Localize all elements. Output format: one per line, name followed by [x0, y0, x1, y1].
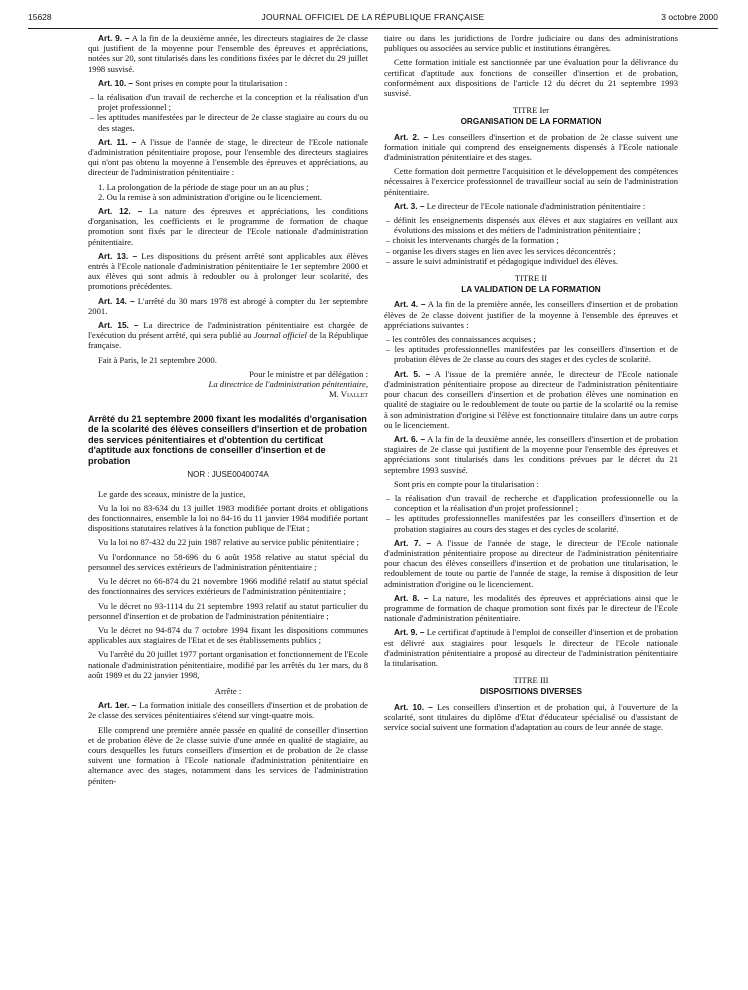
article: Art. 3. – Le directeur de l'Ecole nationale d'administration pénitentiaire : — [394, 200, 646, 211]
right-column — [384, 33, 678, 736]
page-header — [28, 10, 718, 29]
section-subheading: DISPOSITIONS DIVERSES — [480, 687, 582, 697]
paragraph: Sont pris en compte pour la titularisation : — [394, 478, 539, 489]
visa: Vu le décret no 93-1114 du 21 septembre 1993 relatif au statut particulier du personnel d'insertion et de probation de l'administration pénitentiaire ; — [88, 600, 368, 621]
list-item: – choisit les intervenants chargés de la formation ; — [384, 235, 678, 245]
list-item: – les aptitudes manifestées par le directeur de 2e classe stagiaire au cours du ou des stages. — [88, 112, 368, 132]
article: Art. 11. – A l'issue de l'année de stage, le directeur de l'Ecole nationale d'administration pénitentiaire propose, pour l'ensemble des directeurs stagiaires qui n'ont pas obtenu la moyenne à l'ensemble des épreuves et appréciations, au directeur de l'administration pénitentiaire : — [88, 136, 368, 178]
list-item: – organise les divers stages en lien avec les services déconcentrés ; — [384, 246, 678, 256]
visa: Vu l'ordonnance no 58-696 du 6 août 1958 relative au statut spécial du personnel des services extérieurs de l'administration pénitentiaire ; — [88, 551, 368, 572]
section-subheading: LA VALIDATION DE LA FORMATION — [461, 285, 601, 295]
article: Art. 10. – Les conseillers d'insertion et de probation qui, à l'ouverture de la scolarité, sont titulaires du diplôme d'Etat d'éducateur spécialisé ou d'assistant de service social suivent une formation d'adaptation au cours de leur année de stage. — [384, 701, 678, 732]
article: Art. 9. – A la fin de la deuxième année, les directeurs stagiaires de 2e classe qui justifient de la moyenne pour l'ensemble des épreuves et appréciations, notées sur 20, sont titularisés dans les conditions fixées par le décret du 29 juillet 1998 susvisé. — [88, 33, 368, 74]
article: Art. 7. – A l'issue de l'année de stage, le directeur de l'Ecole nationale d'administration pénitentiaire propose au directeur de l'administration pénitentiaire pour chacun des élèves conseillers d'insertion et de probation une titularisation, le redoublement de toute ou partie de l'année de stage, la remise à disposition de leur administration d'origine ou le licenciement. — [384, 537, 678, 589]
list-item: – les contrôles des connaissances acquises ; — [384, 334, 678, 344]
arrete: Arrête : — [214, 685, 242, 696]
article-list — [384, 215, 678, 266]
nor-reference: NOR : JUSE0040074A — [187, 470, 269, 480]
list-item: – la réalisation d'un travail de recherche et d'application professionnelle ou la conception et la réalisation d'un projet professionnel ; — [384, 493, 678, 513]
list-item: 1. La prolongation de la période de stage pour un an au plus ; — [98, 181, 309, 192]
signature-line: Pour le ministre et par délégation : — [249, 368, 368, 379]
article: Art. 14. – L'arrêté du 30 mars 1978 est abrogé à compter du 1er septembre 2001. — [88, 295, 368, 316]
article-list — [384, 493, 678, 534]
section-heading: TITRE II — [514, 273, 548, 284]
section-heading: TITRE Ier — [512, 105, 550, 116]
article: Art. 4. – A la fin de la première année, les conseillers d'insertion et de probation élèves de 2e classe doivent justifier de la moyenne à l'ensemble des épreuves et appréciations suivantes : — [384, 299, 678, 330]
list-item: – les aptitudes professionnelles manifestées par les conseillers d'insertion et de probation élèves de 2e classe au cours des stages et des cycles de scolarité. — [384, 344, 678, 364]
visa: Vu le décret no 94-874 du 7 octobre 1994 fixant les dispositions communes applicables aux stagiaires de l'Etat et de ses établissements publics ; — [88, 624, 368, 646]
article: Art. 6. – A la fin de la deuxième année, les conseillers d'insertion et de probation stagiaires de 2e classe qui justifient de la moyenne pour l'ensemble des épreuves et appréciations sont titularisés dans les conditions prévues par le décret du 21 septembre 1993 susvisé. — [384, 433, 678, 475]
article: Art. 1er. – La formation initiale des conseillers d'insertion et de probation de 2e classe des services pénitentiaires s'étend sur vingt-quatre mois. — [88, 700, 368, 721]
article-list — [88, 92, 368, 133]
issue-date: 3 octobre 2000 — [661, 12, 718, 22]
list-item: – définit les enseignements dispensés aux élèves et aux stagiaires en veillant aux évolutions des missions et des métiers de l'administration pénitentiaire ; — [384, 215, 678, 235]
article: Art. 12. – La nature des épreuves et appréciations, les conditions d'organisation, les coefficients et le programme de formation de chaque promotion sont fixés par le directeur de l'Ecole nationale d'administration pénitentiaire. — [88, 206, 368, 247]
signature-line: La directrice de l'administration pénitentiaire, — [208, 379, 368, 390]
visa: Le garde des sceaux, ministre de la justice, — [98, 488, 246, 499]
article-list — [88, 182, 368, 202]
article: Art. 8. – La nature, les modalités des épreuves et appréciations ainsi que le programme de formation de chaque promotion sont fixés par le directeur de l'Ecole nationale d'administration pénitentiaire. — [384, 592, 679, 624]
list-item: – les aptitudes professionnelles manifestées par les conseillers d'insertion et de probation stagiaires au cours des stages et des cycles de scolarité. — [384, 513, 678, 533]
list-item: 2. Ou la remise à son administration d'origine ou le licenciement. — [98, 191, 322, 202]
paragraph: tiaire ou dans les juridictions de l'ordre judiciaire ou dans des administrations publiques ou associées au service public et institutions étrangères. — [384, 33, 678, 54]
visa: Vu la loi no 87-432 du 22 juin 1987 relative au service public pénitentiaire ; — [98, 537, 360, 548]
fait-a-paris: Fait à Paris, le 21 septembre 2000. — [98, 354, 217, 365]
signature-name: M. Viallet — [329, 389, 368, 400]
list-item: – assure le suivi administratif et pédagogique individuel des élèves. — [384, 256, 678, 266]
decree-title: Arrêté du 21 septembre 2000 fixant les modalités d'organisation de la scolarité des élèves conseillers d'insertion et de probation des services pénitentiaires et d'obtention du certificat d'aptitude aux fonctions de conseiller d'insertion et de probation — [88, 413, 367, 466]
article: Art. 5. – A l'issue de la première année, le directeur de l'Ecole nationale d'administration pénitentiaire propose au directeur de l'administration pénitentiaire pour chacun des conseillers d'insertion et de probation élèves une nomination en qualité de stagiaire ou le redoublement de toute ou partie de la scolarité ou la remise à son administration d'origine si l'élève est fonctionnaire titulaire dans un autre corps ou le licenciement. — [384, 368, 678, 430]
journal-title: JOURNAL OFFICIEL DE LA RÉPUBLIQUE FRANÇAISE — [261, 12, 485, 22]
article: Art. 2. – Les conseillers d'insertion et de probation de 2e classe suivent une formation initiale qui comprend des enseignements dispensés à l'Ecole nationale d'administration pénitentiaire et des stages. — [384, 131, 678, 163]
left-column — [88, 33, 368, 790]
article: Art. 10. – Sont prises en compte pour la titularisation : — [98, 77, 288, 88]
article-list — [384, 334, 678, 365]
section-heading: TITRE III — [513, 675, 549, 686]
paragraph: Cette formation initiale est sanctionnée par une évaluation pour la délivrance du certificat d'aptitude aux fonctions de conseiller d'insertion et de probation, conformément aux dispositions de l'article 12 du décret du 21 septembre 1993 susvisé. — [384, 57, 678, 99]
list-item: – la réalisation d'un travail de recherche et la conception et la réalisation d'un projet professionnel ; — [88, 92, 368, 112]
article: Art. 9. – Le certificat d'aptitude à l'emploi de conseiller d'insertion et de probation est délivré aux stagiaires pour lesquels le directeur de l'Ecole nationale d'administration pénitentiaire a proposé au directeur de l'administration pénitentiaire la titularisation. — [384, 627, 678, 668]
article: Art. 13. – Les dispositions du présent arrêté sont applicables aux élèves entrés à l'Ecole nationale d'administration pénitentiaire le 1er septembre 2000 et aux élèves qui sont admis à redoubler ou à prolonger leur scolarité, des promotions précédentes. — [88, 250, 368, 292]
paragraph: Cette formation doit permettre l'acquisition et le développement des compétences nécessaires à l'exercice professionnel de travailleur social au sein de l'administration pénitentiaire. — [384, 166, 678, 197]
visa: Vu l'arrêté du 20 juillet 1977 portant organisation et fonctionnement de l'Ecole nationale d'administration pénitentiaire, modifié par les arrêtés du 1er mars, du 8 août 1989 et du 22 janvier 1998, — [88, 649, 368, 680]
section-subheading: ORGANISATION DE LA FORMATION — [460, 117, 602, 127]
visa: Vu le décret no 66-874 du 21 novembre 1966 modifié relatif au statut spécial des fonctionnaires des services extérieurs de l'administration pénitentiaire ; — [88, 576, 368, 597]
paragraph: Elle comprend une première année passée en qualité de conseiller d'insertion et de probation élève de 2e classe suivie d'une année en qualité de stagiaire, au cours desquelles les futurs conseillers d'insertion et de probation de 2e classe suivent une formation à l'Ecole nationale d'administration pénitentiaire en alternance avec des stages, notamment dans les services de l'administration péniten- — [88, 724, 368, 786]
article: Art. 15. – La directrice de l'administration pénitentiaire est chargée de l'exécution du présent arrêté, qui sera publié au Journal officiel de la République française. — [88, 320, 369, 351]
page-number: 15628 — [28, 12, 52, 22]
visa: Vu la loi no 83-634 du 13 juillet 1983 modifiée portant droits et obligations des fonctionnaires, ensemble la loi no 84-16 du 11 janvier 1984 modifiée portant dispositions statutaires relatives à la fonction publique de l'Etat ; — [88, 502, 368, 534]
